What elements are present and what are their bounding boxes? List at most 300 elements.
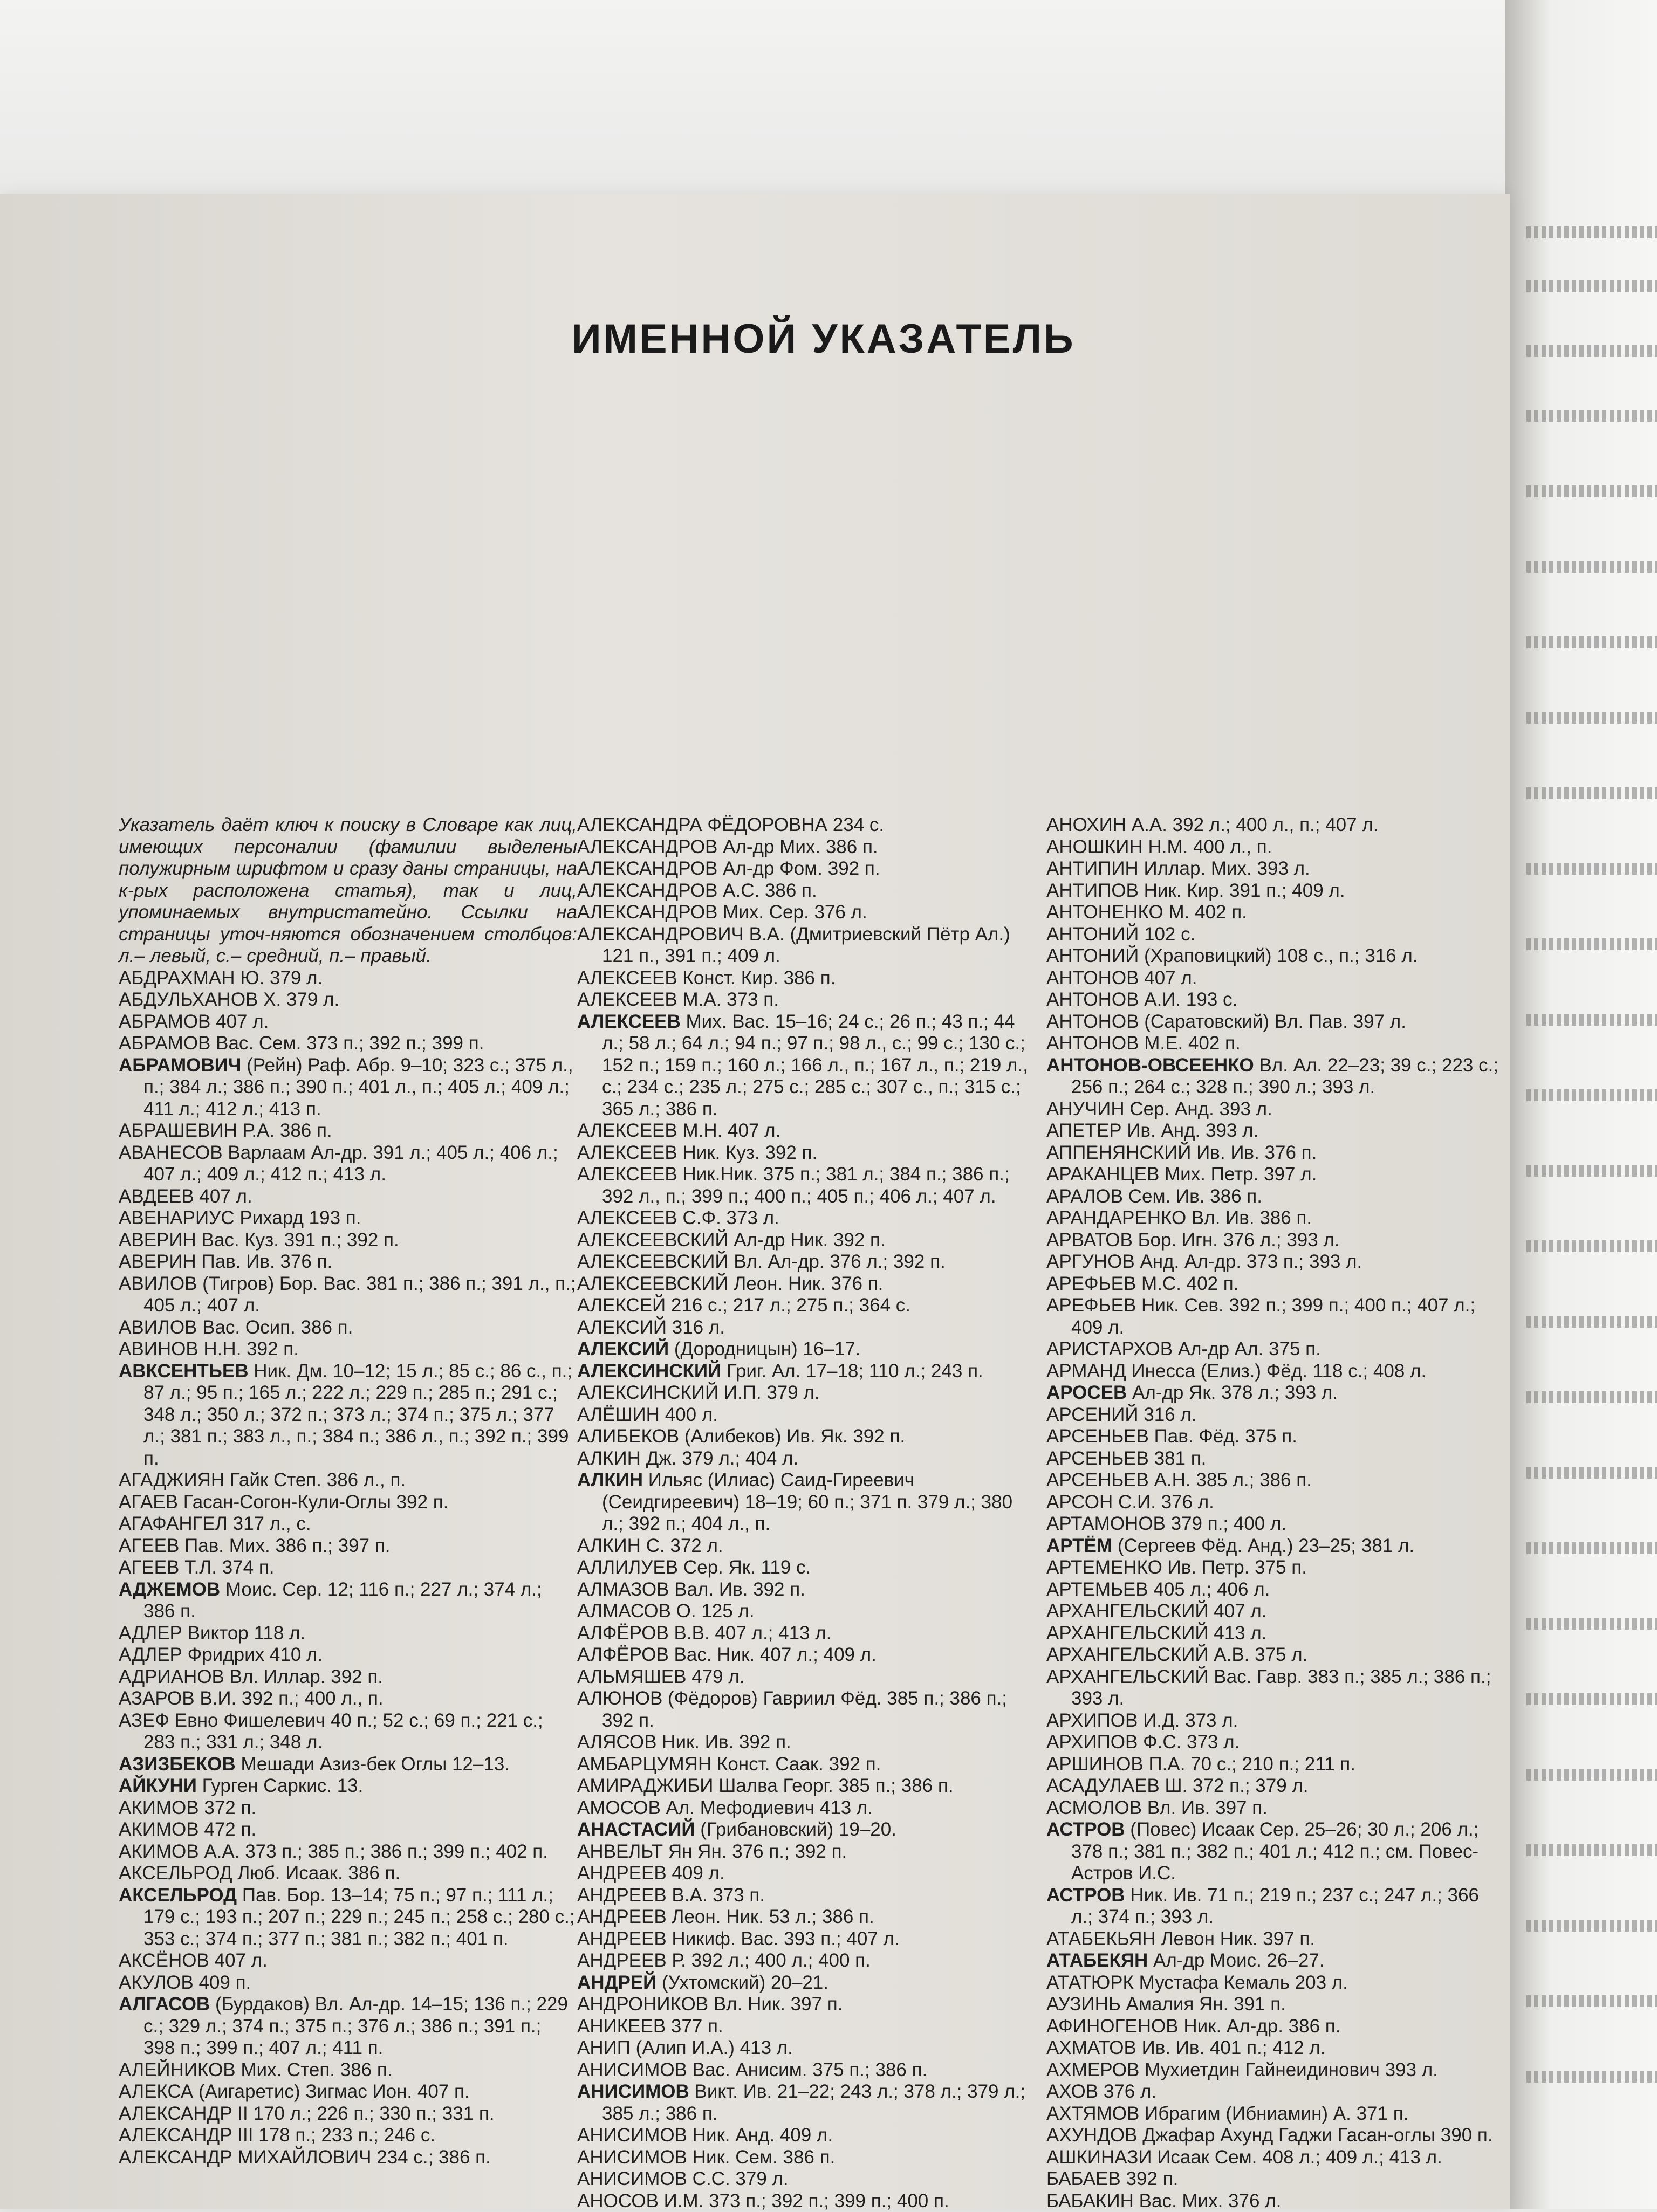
index-entry bbox=[1046, 1273, 1505, 1295]
index-entry bbox=[119, 1055, 577, 1121]
entry-name: АЛЕКСАНДРОВ bbox=[577, 880, 717, 901]
entry-name: АЛГАСОВ bbox=[119, 1994, 210, 2015]
index-entry bbox=[577, 836, 1036, 858]
index-entry bbox=[1046, 1928, 1505, 1950]
index-entry bbox=[119, 1863, 577, 1885]
entry-name: АГАЕВ bbox=[119, 1492, 178, 1513]
entry-name: АМИРАДЖИБИ bbox=[577, 1775, 713, 1796]
entry-name: АГЕЕВ bbox=[119, 1535, 179, 1556]
entry-pages: 407 л. bbox=[1209, 1600, 1267, 1622]
entry-pages: Вас. Мих. 376 л. bbox=[1134, 2190, 1281, 2211]
index-entry bbox=[577, 1011, 1036, 1121]
index-entry bbox=[1046, 1819, 1505, 1885]
index-entry bbox=[1046, 1535, 1505, 1557]
entry-pages: Ив. Анд. 393 л. bbox=[1122, 1120, 1259, 1141]
entry-pages: Ал-др Ник. 392 п. bbox=[729, 1229, 886, 1251]
entry-name: АНДРЕЙ bbox=[577, 1972, 656, 1993]
entry-pages: Исаак Сем. 408 л.; 409 л.; 413 л. bbox=[1152, 2147, 1442, 2168]
entry-pages: Вас. Анисим. 375 п.; 386 п. bbox=[687, 2059, 927, 2080]
entry-pages: А.А. 392 л.; 400 л., п.; 407 л. bbox=[1126, 814, 1378, 835]
entry-pages: Мих. Сер. 376 л. bbox=[717, 902, 867, 923]
index-entry bbox=[577, 1469, 1036, 1535]
entry-name: АРСЕНЬЕВ bbox=[1046, 1448, 1149, 1469]
index-entry bbox=[1046, 1950, 1505, 1972]
entry-pages: Пав. Бор. 13–14; 75 п.; 97 п.; 111 л.; 179 с.; 193 п.; 207 п.; 229 п.; 245 п.; 258 с.; 280 с.; 353 с.; 374 п.; 377 п.; 381 п.; 382 п.; 401 п. bbox=[143, 1885, 575, 1949]
index-entry bbox=[119, 1251, 577, 1273]
entry-name: АХТЯМОВ bbox=[1046, 2103, 1139, 2124]
entry-pages: Ник. Кир. 391 п.; 409 л. bbox=[1139, 880, 1345, 901]
entry-name: АНТОНИЙ bbox=[1046, 924, 1139, 945]
index-entry bbox=[119, 1033, 577, 1055]
index-entry bbox=[577, 924, 1036, 967]
entry-name: АРВАТОВ bbox=[1046, 1229, 1133, 1251]
index-entry bbox=[1046, 1361, 1505, 1383]
entry-name: АСМОЛОВ bbox=[1046, 1797, 1142, 1818]
entry-name: АРСЕНИЙ bbox=[1046, 1404, 1139, 1425]
index-entry bbox=[1046, 1011, 1505, 1033]
entry-name: АЛФЁРОВ bbox=[577, 1644, 669, 1665]
index-entry bbox=[577, 1404, 1036, 1426]
entry-pages: А.И. 193 с. bbox=[1139, 989, 1238, 1010]
entry-name: АЛЕКСЕЕВСКИЙ bbox=[577, 1229, 729, 1251]
index-entry bbox=[1046, 1164, 1505, 1186]
entry-name: АКСЕЛЬРОД bbox=[119, 1863, 232, 1884]
entry-name: АРАЛОВ bbox=[1046, 1186, 1123, 1207]
entry-pages: Гасан-Согон-Кули-Оглы 392 п. bbox=[178, 1492, 448, 1513]
entry-pages: 409 п. bbox=[194, 1972, 251, 1993]
entry-pages: Р. 392 л.; 400 л.; 400 п. bbox=[667, 1950, 871, 1971]
entry-name: АЛЯСОВ bbox=[577, 1732, 656, 1753]
entry-pages: Бор. Игн. 376 л.; 393 л. bbox=[1133, 1229, 1340, 1251]
entry-name: АЛЕКСЕЕВ bbox=[577, 989, 677, 1010]
index-entry bbox=[119, 1535, 577, 1557]
entry-pages: 178 п.; 233 п.; 246 с. bbox=[254, 2125, 436, 2146]
entry-name: АРАНДАРЕНКО bbox=[1046, 1207, 1186, 1228]
index-entry bbox=[577, 1579, 1036, 1601]
entry-pages: (Фёдоров) Гавриил Фёд. 385 п.; 386 п.; 392 п. bbox=[602, 1688, 1007, 1731]
entry-pages: Ф.С. 373 л. bbox=[1138, 1732, 1240, 1753]
index-entry bbox=[119, 1338, 577, 1361]
entry-pages: Вл. Ник. 397 п. bbox=[708, 1994, 843, 2015]
index-entry bbox=[119, 1688, 577, 1710]
entry-pages: Ильяс (Илиас) Саид-Гиреевич (Сеидгиреевич) 18–19; 60 п.; 371 п. 379 л.; 380 л.; 392 п.; 404 л., п. bbox=[602, 1469, 1012, 1534]
entry-name: АЛЕКСЕЕВ bbox=[577, 1207, 677, 1228]
entry-pages: Амалия Ян. 391 п. bbox=[1121, 1994, 1286, 2015]
entry-name: АЛЕКСАНДРОВ bbox=[577, 836, 717, 857]
entry-name: АНУЧИН bbox=[1046, 1098, 1125, 1119]
entry-name: АЛЕКСЕЕВСКИЙ bbox=[577, 1273, 729, 1294]
entry-pages: Конст. Кир. 386 п. bbox=[677, 967, 836, 988]
entry-name: БАБАЕВ bbox=[1046, 2168, 1121, 2189]
index-entry bbox=[577, 1164, 1036, 1207]
index-entry bbox=[577, 1797, 1036, 1819]
entry-name: АЛМАЗОВ bbox=[577, 1579, 669, 1600]
entry-name: АВКСЕНТЬЕВ bbox=[119, 1361, 249, 1382]
index-entry bbox=[577, 1426, 1036, 1448]
index-intro: Указатель даёт ключ к поиску в Словаре как лиц, имеющих персоналии (фамилии выделены полужирным шрифтом и сразу даны страницы, на к-рых расположена статья), так и лиц, упоминаемых внутристатейно. Ссылки на страницы уточ-няются обозначением столбцов: л.– левый, с.– средний, п.– правый. bbox=[119, 814, 577, 967]
index-entry bbox=[119, 2147, 577, 2169]
entry-pages: (Повес) Исаак Сер. 25–26; 30 л.; 206 л.; 378 п.; 381 п.; 382 п.; 401 л.; 412 п.; см. Повес-Астров И.С. bbox=[1071, 1819, 1478, 1884]
index-entry bbox=[1046, 1492, 1505, 1514]
index-entry bbox=[119, 1142, 577, 1186]
entry-name: АЛЕКСЕЕВСКИЙ bbox=[577, 1251, 729, 1272]
entry-name: АНИСИМОВ bbox=[577, 2168, 687, 2189]
entry-name: АРХАНГЕЛЬСКИЙ bbox=[1046, 1666, 1209, 1687]
entry-name: АЛЕКСЕЕВ bbox=[577, 1120, 677, 1141]
entry-pages: Вас. Гавр. 383 п.; 385 л.; 386 п.; 393 л. bbox=[1071, 1666, 1491, 1709]
entry-pages: Х. 379 л. bbox=[258, 989, 339, 1010]
entry-name: АРСОН bbox=[1046, 1492, 1113, 1513]
entry-pages: М. 402 п. bbox=[1163, 902, 1247, 923]
index-entry bbox=[577, 1906, 1036, 1928]
entry-pages: 407 л. bbox=[1139, 967, 1197, 988]
entry-pages: Пав. Фёд. 375 п. bbox=[1149, 1426, 1297, 1447]
entry-pages: Мешади Азиз-бек Оглы 12–13. bbox=[236, 1754, 510, 1775]
entry-name: АДЛЕР bbox=[119, 1623, 182, 1644]
entry-pages: И.Д. 373 л. bbox=[1138, 1710, 1238, 1731]
entry-pages: М.А. 373 п. bbox=[677, 989, 779, 1010]
adjacent-page-edge bbox=[1505, 0, 1657, 2209]
entry-name: АКИМОВ bbox=[119, 1841, 199, 1862]
index-entry bbox=[119, 1819, 577, 1841]
entry-name: АНИКЕЕВ bbox=[577, 2016, 666, 2037]
entry-pages: Ал-др Як. 378 л.; 393 л. bbox=[1127, 1382, 1338, 1403]
entry-name: АРШИНОВ bbox=[1046, 1754, 1144, 1775]
entry-name: АВДЕЕВ bbox=[119, 1186, 194, 1207]
index-entry bbox=[577, 1273, 1036, 1295]
index-entry bbox=[119, 1579, 577, 1623]
entry-pages: О. 125 л. bbox=[671, 1600, 755, 1622]
entry-pages: П.А. 70 с.; 210 п.; 211 п. bbox=[1144, 1754, 1355, 1775]
entry-name: АЛЕКСИЙ bbox=[577, 1338, 669, 1359]
entry-pages: Пав. Мих. 386 п.; 397 п. bbox=[179, 1535, 390, 1556]
index-entry bbox=[1046, 1120, 1505, 1142]
entry-name: АЛЕКСЕЙ bbox=[577, 1295, 666, 1316]
entry-pages: Вас. Осип. 386 п. bbox=[197, 1317, 353, 1338]
entry-pages: Ал-др Фом. 392 п. bbox=[717, 858, 880, 879]
entry-name: АНТОНОВ bbox=[1046, 1033, 1139, 1054]
entry-name: АНДРЕЕВ bbox=[577, 1863, 667, 1884]
entry-pages: Варлаам Ал-др. 391 л.; 405 л.; 406 л.; 407 л.; 409 л.; 412 п.; 413 л. bbox=[143, 1142, 558, 1185]
entry-name: АЛЕКСЕЕВ bbox=[577, 967, 677, 988]
index-entry bbox=[1046, 814, 1505, 836]
index-entry bbox=[119, 1754, 577, 1776]
index-entry bbox=[1046, 1338, 1505, 1361]
entry-pages: 405 л.; 406 л. bbox=[1148, 1579, 1270, 1600]
entry-name: АНТИПОВ bbox=[1046, 880, 1139, 901]
entry-name: АДРИАНОВ bbox=[119, 1666, 224, 1687]
entry-name: АВИНОВ bbox=[119, 1338, 198, 1359]
entry-pages: Ник. Сем. 386 п. bbox=[687, 2147, 835, 2168]
entry-pages: Виктор 118 л. bbox=[182, 1623, 305, 1644]
entry-name: АНТОНОВ bbox=[1046, 1011, 1139, 1032]
index-entry bbox=[1046, 1623, 1505, 1645]
entry-name: АЙКУНИ bbox=[119, 1775, 197, 1796]
index-entry bbox=[1046, 1207, 1505, 1229]
index-entry bbox=[119, 2059, 577, 2082]
index-entry bbox=[1046, 945, 1505, 967]
index-entries bbox=[119, 967, 577, 2169]
index-entry bbox=[1046, 1754, 1505, 1776]
entry-name: АНИСИМОВ bbox=[577, 2081, 689, 2102]
entry-pages: Вас. Сем. 373 п.; 392 п.; 399 п. bbox=[210, 1033, 484, 1054]
entry-pages: Вл. Ал-др. 376 л.; 392 п. bbox=[729, 1251, 946, 1272]
entry-name: АТАБЕКЬЯН bbox=[1046, 1928, 1156, 1949]
index-entry bbox=[119, 1469, 577, 1492]
entry-name: АРГУНОВ bbox=[1046, 1251, 1135, 1272]
index-entry bbox=[577, 880, 1036, 902]
index-entry bbox=[1046, 2016, 1505, 2038]
entry-name: АРТЕМЬЕВ bbox=[1046, 1579, 1148, 1600]
entry-pages: (Тигров) Бор. Вас. 381 п.; 386 п.; 391 л., п.; 405 л.; 407 л. bbox=[143, 1273, 576, 1316]
entry-pages: Джафар Ахунд Гаджи Гасан-оглы 390 п. bbox=[1137, 2125, 1492, 2146]
entry-name: АЛЕКСАНДР II bbox=[119, 2103, 248, 2124]
index-entry bbox=[577, 1775, 1036, 1797]
entry-name: АХОВ bbox=[1046, 2081, 1098, 2102]
index-entry bbox=[1046, 1055, 1505, 1098]
entry-name: АЛИБЕКОВ bbox=[577, 1426, 679, 1447]
index-entry bbox=[577, 1950, 1036, 1972]
entry-pages: 381 п. bbox=[1149, 1448, 1207, 1469]
index-entry bbox=[1046, 1229, 1505, 1252]
entry-pages: Мих. Петр. 397 л. bbox=[1159, 1164, 1317, 1185]
entry-name: АНТОНОВ bbox=[1046, 967, 1139, 988]
entry-pages: 376 л. bbox=[1098, 2081, 1156, 2102]
entry-name: АВЕРИН bbox=[119, 1229, 196, 1251]
entry-pages: Ян Ян. 376 п.; 392 п. bbox=[663, 1841, 847, 1862]
entry-name: АРАКАНЦЕВ bbox=[1046, 1164, 1159, 1185]
index-entry bbox=[119, 1644, 577, 1666]
index-entry bbox=[577, 2016, 1036, 2038]
entry-name: АНОШКИН bbox=[1046, 836, 1143, 857]
entry-pages: Ник. Дм. 10–12; 15 л.; 85 с.; 86 с., п.; 87 л.; 95 п.; 165 л.; 222 л.; 229 п.; 285 п.; 291 с.; 348 л.; 350 л.; 372 п.; 373 л.; 374 п.; 375 л.; 377 л.; 381 п.; 383 л., п.; 384 п.; 386 л., п.; 392 п.; 399 п. bbox=[143, 1361, 572, 1469]
index-entry bbox=[119, 2125, 577, 2147]
entry-name: АДЛЕР bbox=[119, 1644, 182, 1665]
index-entry bbox=[1046, 902, 1505, 924]
entry-pages: 317 л., с. bbox=[228, 1513, 311, 1534]
entry-pages: Ник. Ив. 71 п.; 219 п.; 237 с.; 247 л.; 366 л.; 374 п.; 393 л. bbox=[1071, 1885, 1479, 1928]
entry-name: АНОСОВ bbox=[577, 2190, 659, 2211]
index-entry bbox=[1046, 989, 1505, 1011]
entry-name: АХМАТОВ bbox=[1046, 2037, 1136, 2058]
index-entry bbox=[577, 1841, 1036, 1863]
entry-name: АНДРЕЕВ bbox=[577, 1885, 667, 1906]
index-entry bbox=[119, 1710, 577, 1754]
entry-name: АХМЕРОВ bbox=[1046, 2059, 1139, 2080]
index-entry bbox=[577, 1732, 1036, 1754]
index-entry bbox=[1046, 1579, 1505, 1601]
index-entry bbox=[1046, 1775, 1505, 1797]
index-entry bbox=[577, 989, 1036, 1011]
index-entry bbox=[1046, 1557, 1505, 1579]
entry-pages: (Алип И.А.) 413 л. bbox=[631, 2037, 793, 2058]
index-entry bbox=[119, 1797, 577, 1819]
entry-name: АЗИЗБЕКОВ bbox=[119, 1754, 236, 1775]
entry-pages: И.П. 379 л. bbox=[718, 1382, 819, 1403]
entry-name: АТАТЮРК bbox=[1046, 1972, 1134, 1993]
entry-pages: Ник.Ник. 375 п.; 381 л.; 384 п.; 386 п.; 392 л., п.; 399 п.; 400 п.; 405 п.; 406 л.; 407 л. bbox=[602, 1164, 1010, 1207]
index-entry bbox=[119, 1492, 577, 1514]
index-entry bbox=[1046, 1972, 1505, 1994]
index-entry bbox=[577, 1754, 1036, 1776]
index-entry bbox=[119, 967, 577, 990]
index-entry bbox=[577, 1120, 1036, 1142]
entry-name: АРЕФЬЕВ bbox=[1046, 1295, 1136, 1316]
background-wall bbox=[0, 0, 1657, 226]
entry-pages: Р.А. 386 п. bbox=[237, 1120, 332, 1141]
index-entry bbox=[1046, 2103, 1505, 2125]
index-entry bbox=[577, 1448, 1036, 1470]
entry-name: АГАФАНГЕЛ bbox=[119, 1513, 228, 1534]
index-entry bbox=[1046, 1098, 1505, 1121]
entry-pages: Ю. 379 л. bbox=[235, 967, 323, 988]
index-entry bbox=[1046, 1448, 1505, 1470]
index-entry bbox=[577, 1142, 1036, 1164]
entry-pages: 409 л. bbox=[667, 1863, 725, 1884]
entry-name: АВИЛОВ bbox=[119, 1317, 197, 1338]
entry-name: АЛЕКСАНДР III bbox=[119, 2125, 254, 2146]
entry-pages: Мих. Вас. 15–16; 24 с.; 26 п.; 43 п.; 44 л.; 58 л.; 64 л.; 94 п.; 97 п.; 98 л., с.; 99 с.; 130 с.; 152 п.; 159 п.; 160 л.; 166 л., п.; 167 л., п.; 219 л., с.; 234 с.; 235 л.; 275 с.; 285 с.; 307 с., п.; 315 с.; 365 л.; 386 п. bbox=[602, 1011, 1028, 1119]
entry-name: АППЕНЯНСКИЙ bbox=[1046, 1142, 1191, 1163]
index-entry bbox=[577, 967, 1036, 990]
index-entry bbox=[1046, 2037, 1505, 2059]
entry-name: АНТИПИН bbox=[1046, 858, 1139, 879]
index-entry bbox=[577, 2168, 1036, 2190]
index-entry bbox=[119, 1666, 577, 1688]
entry-name: АРОСЕВ bbox=[1046, 1382, 1127, 1403]
entry-pages: Ник. Анд. 409 л. bbox=[687, 2125, 833, 2146]
index-entry bbox=[1046, 1994, 1505, 2016]
index-entry bbox=[577, 1361, 1036, 1383]
entry-name: АВАНЕСОВ bbox=[119, 1142, 223, 1163]
index-entry bbox=[577, 1623, 1036, 1645]
index-entry bbox=[577, 1338, 1036, 1361]
index-entry bbox=[1046, 1142, 1505, 1164]
entry-pages: С.С. 379 л. bbox=[687, 2168, 789, 2189]
entry-name: АНДРЕЕВ bbox=[577, 1906, 667, 1927]
index-entry bbox=[577, 1557, 1036, 1579]
index-entry bbox=[577, 814, 1036, 836]
entry-pages: Моис. Сер. 12; 116 п.; 227 л.; 374 л.; 386 п. bbox=[143, 1579, 542, 1622]
entry-name: АЛЛИЛУЕВ bbox=[577, 1557, 678, 1578]
index-entry bbox=[119, 1273, 577, 1317]
entry-name: АЛКИН bbox=[577, 1469, 643, 1490]
entry-name: АКСЁНОВ bbox=[119, 1950, 209, 1971]
entry-pages: Мустафа Кемаль 203 л. bbox=[1134, 1972, 1348, 1993]
entry-pages: С.И. 376 л. bbox=[1113, 1492, 1214, 1513]
index-entry bbox=[577, 1819, 1036, 1841]
entry-name: АБРАМОВИЧ bbox=[119, 1055, 241, 1076]
entry-pages: (Грибановский) 19–20. bbox=[695, 1819, 896, 1840]
index-entry bbox=[577, 1885, 1036, 1907]
index-entry bbox=[119, 1775, 577, 1797]
entry-pages: Левон Ник. 397 п. bbox=[1156, 1928, 1315, 1949]
entry-name: АНТОНИЙ bbox=[1046, 945, 1139, 966]
entry-pages: Леон. Ник. 53 л.; 386 п. bbox=[667, 1906, 874, 1927]
index-entry bbox=[1046, 1382, 1505, 1404]
entry-pages: Мих. Степ. 386 п. bbox=[236, 2059, 393, 2080]
entry-pages: 407 л. bbox=[194, 1186, 252, 1207]
entry-pages: Викт. Ив. 21–22; 243 л.; 378 л.; 379 л.; 385 л.; 386 п. bbox=[602, 2081, 1025, 2124]
index-entry bbox=[119, 1623, 577, 1645]
entry-name: АБРАШЕВИН bbox=[119, 1120, 237, 1141]
entry-name: АКУЛОВ bbox=[119, 1972, 194, 1993]
index-entry bbox=[1046, 1426, 1505, 1448]
entry-pages: Люб. Исаак. 386 п. bbox=[232, 1863, 401, 1884]
entry-pages: И.М. 373 п.; 392 п.; 399 п.; 400 п. bbox=[659, 2190, 949, 2211]
entry-name: АНИСИМОВ bbox=[577, 2059, 687, 2080]
index-entry bbox=[1046, 1710, 1505, 1732]
index-entry bbox=[119, 1317, 577, 1339]
entry-name: АГАДЖИЯН bbox=[119, 1469, 224, 1490]
entry-name: АЛЕКСАНДР МИХАЙЛОВИЧ bbox=[119, 2147, 372, 2168]
entry-pages: 372 п. bbox=[199, 1797, 257, 1818]
entry-name: АЛФЁРОВ bbox=[577, 1623, 669, 1644]
index-entry bbox=[119, 1557, 577, 1579]
entry-pages: В.А. (Дмитриевский Пётр Ал.) 121 п., 391 п.; 409 л. bbox=[602, 924, 1010, 967]
entry-name: АХУНДОВ bbox=[1046, 2125, 1137, 2146]
index-entry bbox=[577, 1229, 1036, 1252]
entry-pages: 479 л. bbox=[686, 1666, 744, 1687]
entry-name: АЛЕКСИНСКИЙ bbox=[577, 1361, 721, 1382]
entry-pages: Ив. Петр. 375 п. bbox=[1162, 1557, 1307, 1578]
entry-name: АСТРОВ bbox=[1046, 1819, 1125, 1840]
entry-name: АСАДУЛАЕВ bbox=[1046, 1775, 1160, 1796]
entry-pages: 472 п. bbox=[199, 1819, 257, 1840]
entry-name: АНАСТАСИЙ bbox=[577, 1819, 695, 1840]
index-entry bbox=[1046, 2168, 1505, 2190]
entry-pages: Вл. Ив. 386 п. bbox=[1186, 1207, 1312, 1228]
entry-pages: А.Н. 385 л.; 386 п. bbox=[1149, 1469, 1312, 1490]
entry-pages: Ник. Куз. 392 п. bbox=[677, 1142, 818, 1163]
entry-name: АМОСОВ bbox=[577, 1797, 661, 1818]
entry-name: АУЗИНЬ bbox=[1046, 1994, 1121, 2015]
index-entry bbox=[577, 1317, 1036, 1339]
entry-name: АСТРОВ bbox=[1046, 1885, 1125, 1906]
index-entry bbox=[1046, 1033, 1505, 1055]
entry-pages: Иллар. Мих. 393 л. bbox=[1139, 858, 1310, 879]
entry-pages: С. 372 л. bbox=[641, 1535, 723, 1556]
index-entry bbox=[1046, 880, 1505, 902]
entry-pages: Т.Л. 374 п. bbox=[179, 1557, 274, 1578]
entry-pages: 379 п.; 400 л. bbox=[1166, 1513, 1286, 1534]
entry-name: АРТАМОНОВ bbox=[1046, 1513, 1166, 1534]
index-entry bbox=[577, 1688, 1036, 1732]
index-column-right bbox=[1046, 814, 1505, 2212]
entry-pages: 234 с.; 386 п. bbox=[372, 2147, 491, 2168]
entry-name: АРХАНГЕЛЬСКИЙ bbox=[1046, 1600, 1209, 1622]
entry-name: АГЕЕВ bbox=[119, 1557, 179, 1578]
index-entry bbox=[577, 1994, 1036, 2016]
entry-name: АЛЕКСЕЕВ bbox=[577, 1164, 677, 1185]
entry-name: АНИСИМОВ bbox=[577, 2147, 687, 2168]
entry-name: АНТОНОВ-ОВСЕЕНКО bbox=[1046, 1055, 1254, 1076]
entry-name: АНТОНОВ bbox=[1046, 989, 1139, 1010]
entry-pages: (Рейн) Раф. Абр. 9–10; 323 с.; 375 л., п.; 384 л.; 386 п.; 390 п.; 401 л., п.; 405 л.; 409 л.; 411 л.; 412 л.; 413 п. bbox=[143, 1055, 573, 1119]
entry-name: АБРАМОВ bbox=[119, 1011, 210, 1032]
index-entry bbox=[119, 1229, 577, 1252]
entry-pages: (Алибеков) Ив. Як. 392 п. bbox=[679, 1426, 905, 1447]
index-entry bbox=[1046, 967, 1505, 990]
index-entry bbox=[119, 1361, 577, 1470]
entry-pages: (Саратовский) Вл. Пав. 397 л. bbox=[1139, 1011, 1406, 1032]
entry-pages: Ив. Ив. 376 п. bbox=[1191, 1142, 1317, 1163]
entry-name: АНТОНЕНКО bbox=[1046, 902, 1163, 923]
index-entry bbox=[119, 1994, 577, 2059]
index-entry bbox=[577, 2037, 1036, 2059]
entry-name: АКСЕЛЬРОД bbox=[119, 1885, 237, 1906]
entry-pages: Мухиетдин Гайнеидинович 393 л. bbox=[1139, 2059, 1438, 2080]
